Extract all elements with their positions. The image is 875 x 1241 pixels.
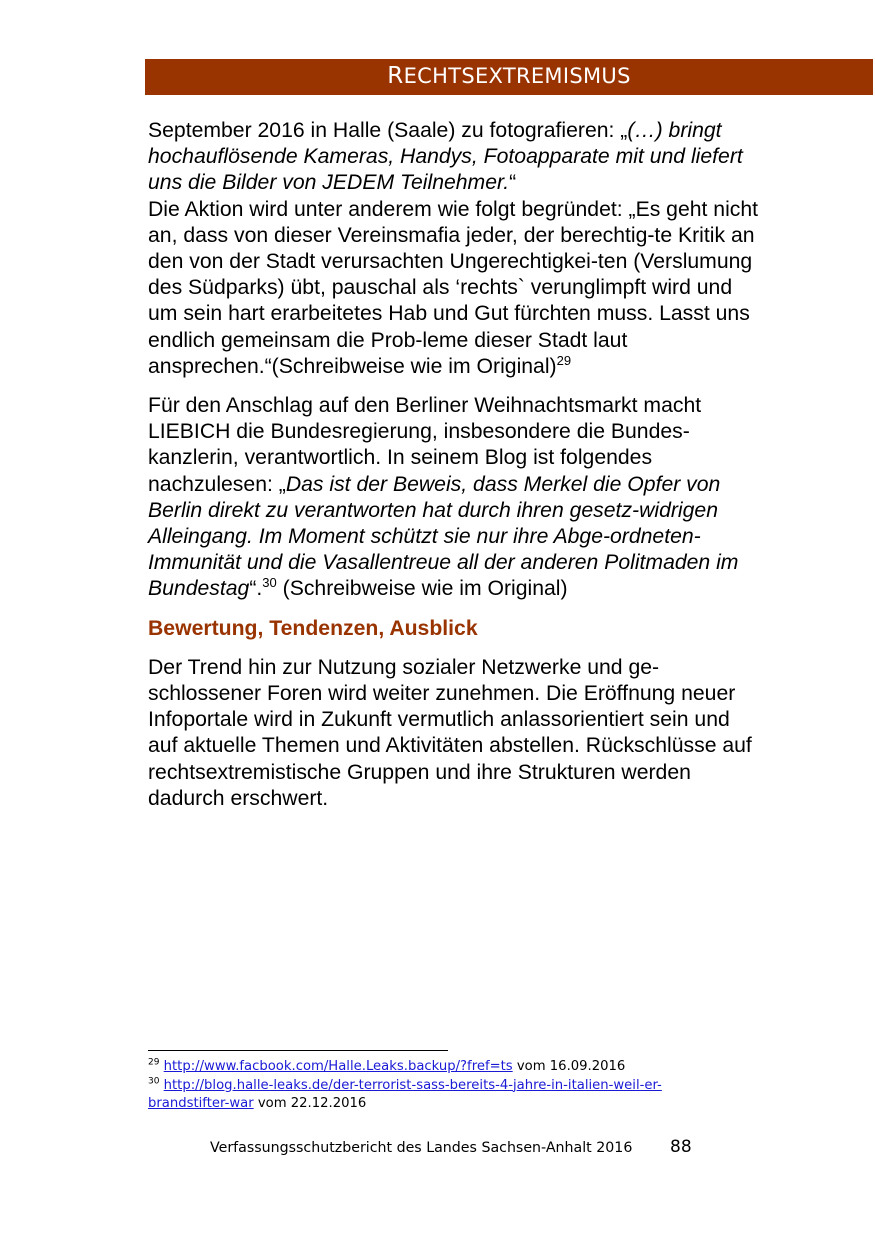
quote-2: Das ist der Beweis, dass Merkel die Opfer von Berlin direkt zu verantworten hat durch ihren gesetz-widrigen Alleingang. Im Moment schützt sie nur ihre Abge-ordneten-Immunität und die Vasallentreue all der anderen Politmaden im Bundestag <box>148 472 739 601</box>
footnote-ref-29[interactable]: 29 <box>556 352 572 368</box>
footnote-30-link-cont[interactable]: brandstifter-war <box>148 1096 254 1111</box>
footnote-divider <box>148 1050 448 1051</box>
page-footer: Verfassungsschutzbericht des Landes Sachsen-Anhalt 2016 <box>210 1140 633 1156</box>
page-number: 88 <box>670 1137 692 1157</box>
footnote-ref-30[interactable]: 30 <box>262 575 277 591</box>
section-title: RECHTSEXTREMISMUS <box>387 63 631 89</box>
section-header-bar <box>145 59 873 95</box>
paragraph-2: Für den Anschlag auf den Berliner Weihnachtsmarkt macht LIEBICH die Bundesregierung, insbesondere die Bundes-kanzlerin, verantwortlich. In seinem Blog ist folgendes nachzulesen: „Das ist der Beweis, dass Merkel die Opfer von Berlin direkt zu verantworten hat durch ihren gesetz-widrigen Alleingang. Im Moment schützt sie nur ihre Abge-ordneten-Immunität und die Vasallentreue all der anderen Politmaden im Bundestag“.$^{30}$ (Schreibweise wie im Original) <box>148 394 739 601</box>
paragraph-3: Der Trend hin zur Nutzung sozialer Netzwerke und ge-schlossener Foren wird weiter zunehmen. Die Eröffnung neuer Infoportale wird in Zukunft vermutlich anlassorientiert sein und auf aktuelle Themen und Aktivitäten abstellen. Rückschlüsse auf rechtsextremistische Gruppen und ihre Strukturen werden dadurch erschwert. <box>148 655 752 810</box>
paragraph-1: September 2016 in Halle (Saale) zu fotografieren: „(…) bringt hochauflösende Kameras, Handys, Fotoapparate mit und liefert uns die Bilder von JEDEM Teilnehmer.“ Die Aktion wird unter anderem wie folgt begründet: „Es geht nicht an, dass von dieser Vereinsmafia jeder, der berechtig-te Kritik an den von der Stadt verursachten Ungerechtigkei-ten (Verslumung des Südparks) übt, pauschal als ‘rechts` verunglimpft wird und um sein hart erarbeitetes Hab und Gut fürchten muss. Lasst uns endlich gemeinsam die Prob-leme dieser Stadt laut ansprechen.“(Schreibweise wie im Original)$^{29}$ <box>148 119 759 378</box>
main-text <box>148 118 760 812</box>
footnote-29-link[interactable]: http://www.facbook.com/Halle.Leaks.backup/?fref=ts <box>163 1059 513 1074</box>
footnote-30-link[interactable]: http://blog.halle-leaks.de/der-terrorist-sass-bereits-4-jahre-in-italien-weil-er- <box>163 1077 662 1093</box>
footnote-29: $^{29}$ http://www.facbook.com/Halle.Leaks.backup/?fref=ts vom 16.09.2016 <box>148 1057 626 1074</box>
section-heading: Bewertung, Tendenzen, Ausblick <box>148 616 478 640</box>
footnote-30: $^{30}$ http://blog.halle-leaks.de/der-terrorist-sass-bereits-4-jahre-in-italien-weil-er- brandstifter-war vom 22.12.2016 <box>148 1076 662 1111</box>
quote-1: (…) bringt hochauflösende Kameras, Handys, Fotoapparate mit und liefert uns die Bilder von JEDEM Teilnehmer. <box>148 119 743 195</box>
footnotes <box>148 1058 768 1114</box>
